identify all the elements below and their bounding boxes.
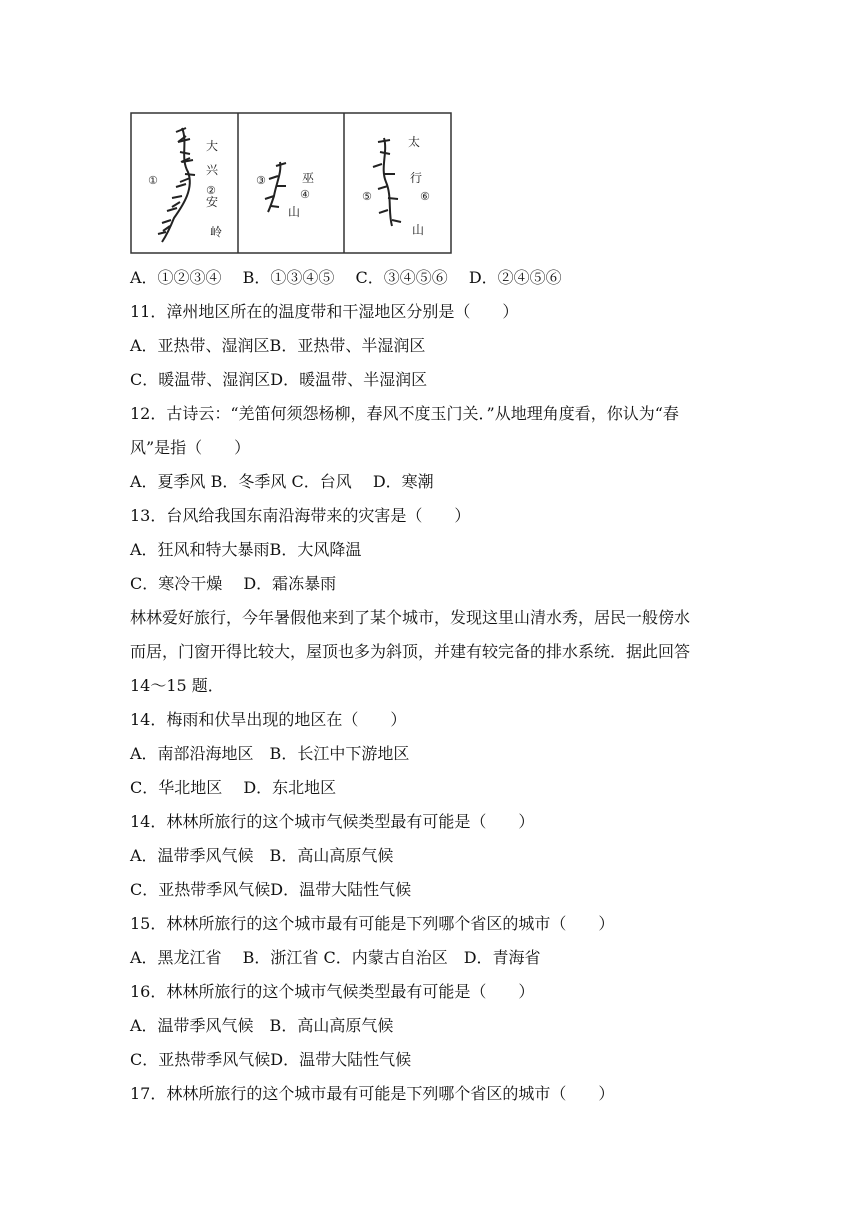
- answer-options: C．亚热带季风气候D．温带大陆性气候: [130, 880, 412, 899]
- answer-options: A．亚热带、湿润区B．亚热带、半湿润区: [130, 336, 426, 355]
- answer-options: A．夏季风 B．冬季风 C．台风 D．寒潮: [130, 472, 434, 491]
- figure-label: 太: [408, 135, 421, 149]
- mountain-figure-svg: [130, 112, 452, 254]
- question-text: 13．台风给我国东南沿海带来的灾害是（ ）: [130, 506, 471, 525]
- figure-num: ⑤: [362, 190, 372, 203]
- passage-text: 14～15 题．: [130, 676, 224, 695]
- figure-label: 安: [206, 195, 219, 209]
- figure-label: 山: [288, 205, 301, 219]
- figure-label: 岭: [210, 225, 223, 239]
- figure-num: ③: [256, 174, 266, 187]
- answer-options: C．寒冷干燥 D．霜冻暴雨: [130, 574, 337, 593]
- figure-label: 巫: [302, 171, 315, 185]
- question-text: 风”是指（ ）: [130, 438, 251, 457]
- figure-num: ①: [148, 174, 158, 187]
- figure-num: ⑥: [420, 190, 430, 203]
- figure-label: 大: [206, 139, 219, 153]
- answer-options: A．①②③④ B．①③④⑤ C．③④⑤⑥ D．②④⑤⑥: [130, 268, 562, 287]
- answer-options: C．暖温带、湿润区D．暖温带、半湿润区: [130, 370, 428, 389]
- figure-label: 行: [410, 171, 423, 185]
- passage-text: 而居，门窗开得比较大，屋顶也多为斜顶，并建有较完备的排水系统．据此回答: [130, 642, 691, 661]
- answer-options: A．黑龙江省 B．浙江省 C．内蒙古自治区 D．青海省: [130, 948, 541, 967]
- figure-num: ②: [206, 184, 216, 197]
- figure-num: ④: [300, 188, 310, 201]
- figure-label: 兴: [206, 163, 219, 177]
- question-text: 14．梅雨和伏旱出现的地区在（ ）: [130, 710, 407, 729]
- answer-options: A．南部沿海地区 B．长江中下游地区: [130, 744, 410, 763]
- answer-options: C．亚热带季风气候D．温带大陆性气候: [130, 1050, 412, 1069]
- answer-options: C．华北地区 D．东北地区: [130, 778, 337, 797]
- answer-options: A．狂风和特大暴雨B．大风降温: [130, 540, 362, 559]
- figure-border: [131, 113, 451, 253]
- answer-options: A．温带季风气候 B．高山高原气候: [130, 846, 394, 865]
- answer-options: A．温带季风气候 B．高山高原气候: [130, 1016, 394, 1035]
- question-text: 15．林林所旅行的这个城市最有可能是下列哪个省区的城市（ ）: [130, 914, 615, 933]
- passage-text: 林林爱好旅行，今年暑假他来到了某个城市，发现这里山清水秀，居民一般傍水: [130, 608, 691, 627]
- question-text: 17．林林所旅行的这个城市最有可能是下列哪个省区的城市（ ）: [130, 1084, 615, 1103]
- figure-label: 山: [412, 223, 425, 237]
- mountain-figure: [130, 112, 452, 254]
- question-text: 14．林林所旅行的这个城市气候类型最有可能是（ ）: [130, 812, 535, 831]
- question-text: 11．漳州地区所在的温度带和干湿地区分别是（ ）: [130, 302, 519, 321]
- question-text: 12．古诗云：“羌笛何须怨杨柳，春风不度玉门关．”从地理角度看，你认为“春: [130, 404, 679, 423]
- question-text: 16．林林所旅行的这个城市气候类型最有可能是（ ）: [130, 982, 535, 1001]
